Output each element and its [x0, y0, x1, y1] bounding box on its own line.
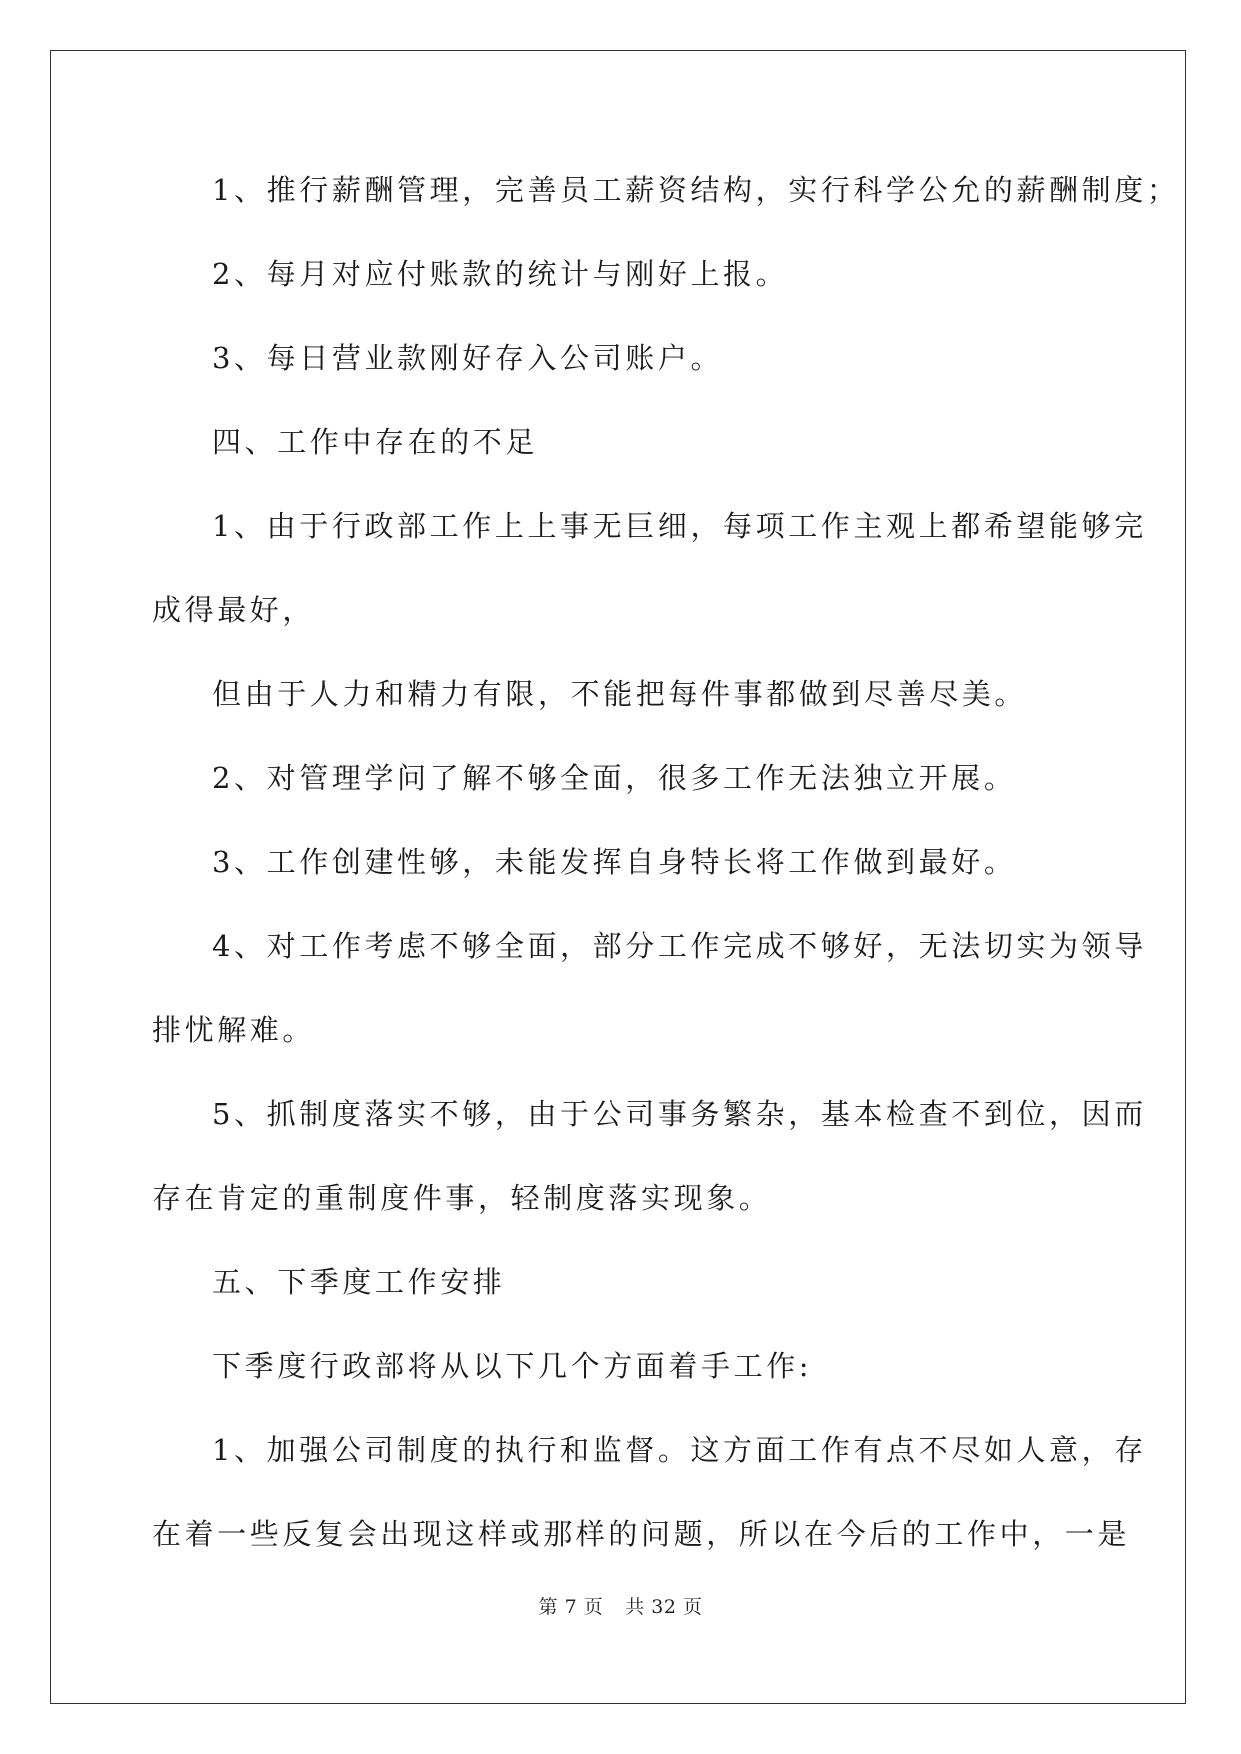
paragraph-line: 排忧解难。 [152, 1013, 316, 1047]
page-total: 共 32 页 [625, 1596, 703, 1618]
paragraph-line: 4、对工作考虑不够全面，部分工作完成不够好，无法切实为领导 [212, 929, 1147, 963]
paragraph-line: 1、加强公司制度的执行和监督。这方面工作有点不尽如人意，存 [212, 1433, 1147, 1467]
paragraph-line: 3、工作创建性够，未能发挥自身特长将工作做到最好。 [212, 845, 1017, 879]
paragraph-line: 在着一些反复会出现这样或那样的问题，所以在今后的工作中，一是 [152, 1517, 1131, 1551]
paragraph-line: 5、抓制度落实不够，由于公司事务繁杂，基本检查不到位，因而 [212, 1097, 1147, 1131]
section-heading: 四、工作中存在的不足 [212, 425, 539, 459]
paragraph-line: 2、每月对应付账款的统计与刚好上报。 [212, 257, 789, 291]
paragraph-line: 2、对管理学问了解不够全面，很多工作无法独立开展。 [212, 761, 1017, 795]
paragraph-line: 3、每日营业款刚好存入公司账户。 [212, 341, 724, 375]
paragraph-line: 1、推行薪酬管理，完善员工薪资结构，实行科学公允的薪酬制度； [212, 173, 1180, 207]
paragraph-line: 下季度行政部将从以下几个方面着手工作: [212, 1349, 813, 1383]
paragraph-line: 但由于人力和精力有限，不能把每件事都做到尽善尽美。 [212, 677, 1028, 711]
page-number: 第 7 页 [538, 1596, 604, 1618]
page-footer [0, 1592, 1241, 1619]
paragraph-line: 1、由于行政部工作上上事无巨细，每项工作主观上都希望能够完 [212, 509, 1147, 543]
paragraph-line: 成得最好， [152, 593, 316, 627]
paragraph-line: 存在肯定的重制度件事，轻制度落实现象。 [152, 1181, 772, 1215]
section-heading: 五、下季度工作安排 [212, 1265, 506, 1299]
